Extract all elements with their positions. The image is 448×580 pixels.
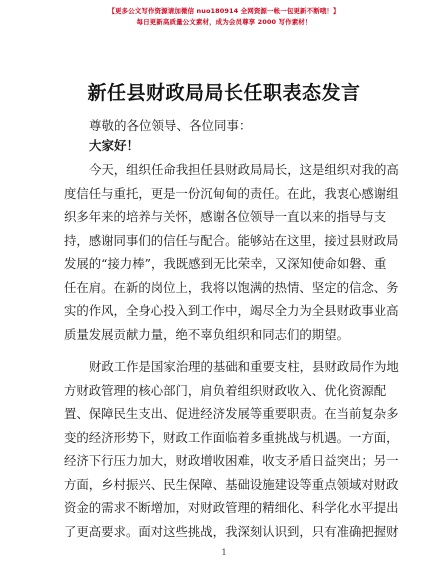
- paragraph-line: 置、保障民生支出、促进经济发展等重要职责。在当前复杂多: [64, 406, 399, 421]
- paragraph-line: 资金的需求不断增加，对财政管理的精细化、科学化水平提出: [64, 500, 399, 515]
- paragraph-line: 变的经济形势下，财政工作面临着多重挑战与机遇。一方面，: [64, 429, 399, 445]
- paragraph-line: 方财政管理的核心部门，肩负着组织财政收入、优化资源配: [64, 382, 387, 398]
- paragraph-line: 发展的“接力棒”，我既感到无比荣幸，又深知使命如磐、重: [64, 256, 387, 271]
- paragraph-1: [64, 158, 399, 346]
- paragraph-line: 方面，乡村振兴、民生保障、基础设施建设等重点领域对财政: [64, 476, 399, 492]
- paragraph-line: 经济下行压力加大，财政增收困难，收支矛盾日益突出；另一: [64, 453, 399, 468]
- document-title: 新任县财政局局长任职表态发言: [87, 82, 361, 104]
- page-number: 1: [221, 548, 227, 557]
- promo-banner-line-1: 【更多公文写作资源请加微信 nuo180914 全网资源一帐一包更新不断哦！】: [108, 7, 340, 15]
- paragraph-line: 持，感谢同事们的信任与配合。能够站在这里，接过县财政局: [64, 232, 399, 248]
- paragraph-2: [64, 355, 399, 543]
- paragraph-line: 度信任与重托，更是一份沉甸甸的责任。在此，我衷心感谢组: [64, 185, 399, 201]
- paragraph-line: 任在肩。在新的岗位上，我将以饱满的热情、坚定的信念、务: [64, 279, 399, 295]
- paragraph-line: 实的作风，全身心投入到工作中，竭尽全力为全县财政事业高: [64, 303, 399, 318]
- promo-banner-line-2: 每日更新高质量公文素材，成为会员尊享 2000 写作素材！: [136, 18, 312, 26]
- paragraph-line: 今天，组织任命我担任县财政局局长，这是组织对我的高: [89, 162, 399, 177]
- paragraph-line: 织多年来的培养与关怀，感谢各位领导一直以来的指导与支: [64, 209, 387, 224]
- salutation: 尊敬的各位领导、各位同事：: [89, 118, 252, 133]
- paragraph-line: 了更高要求。面对这些挑战，我深刻认识到，只有准确把握财: [64, 523, 399, 539]
- paragraph-line: 财政工作是国家治理的基础和重要支柱，县财政局作为地: [89, 359, 399, 374]
- paragraph-line: 质量发展贡献力量，绝不辜负组织和同志们的期望。: [64, 326, 349, 342]
- greeting: 大家好！: [89, 138, 140, 153]
